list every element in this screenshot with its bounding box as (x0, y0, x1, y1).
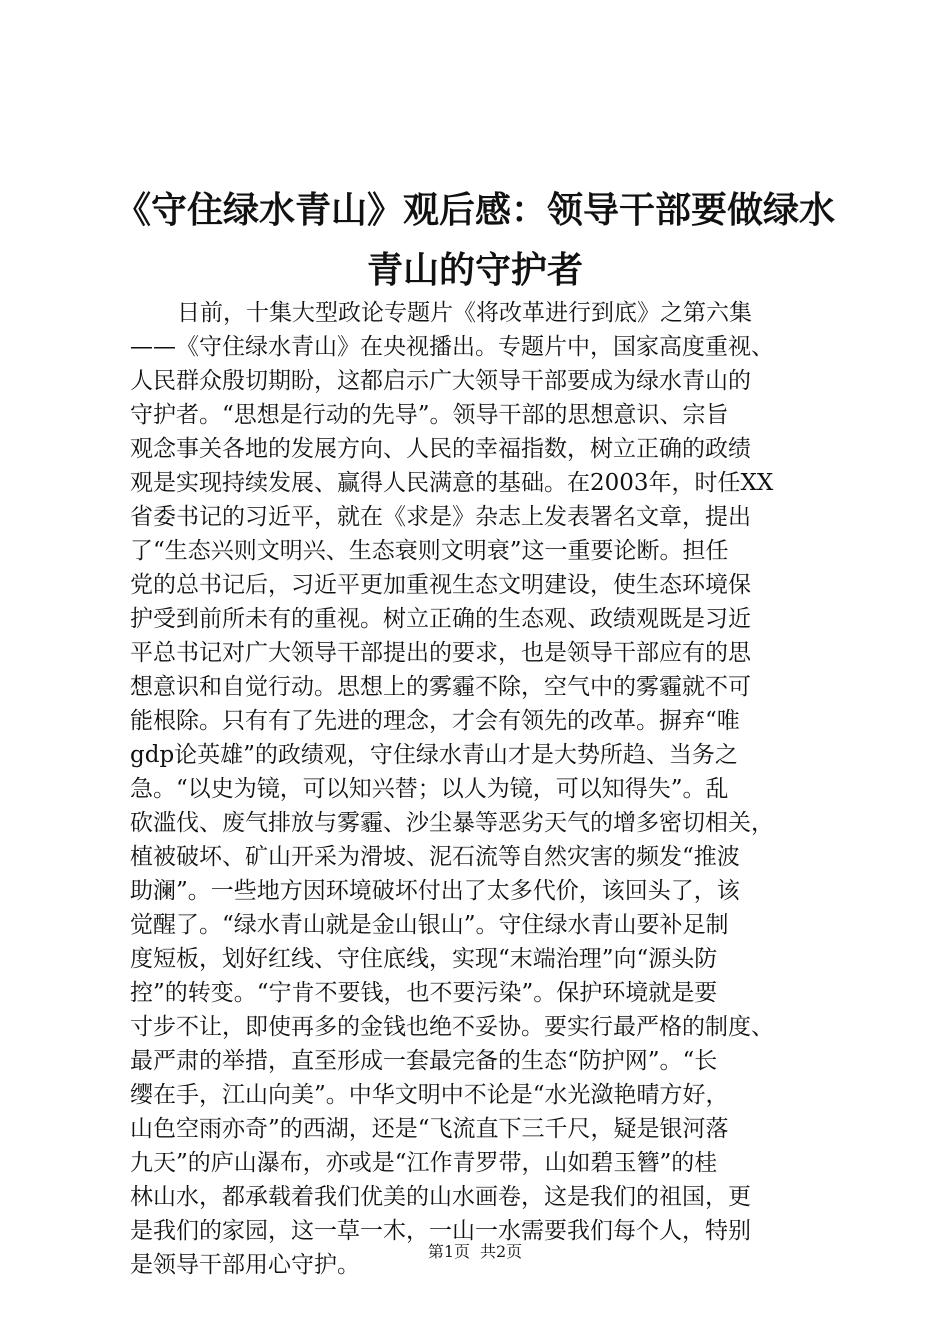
body-line: 日前，十集大型政论专题片《将改革进行到底》之第六集 (177, 300, 752, 326)
body-line: 省委书记的习近平，就在《求是》杂志上发表署名文章，提出 (130, 504, 751, 530)
body-line: 助澜”。一些地方因环境破坏付出了太多代价，该回头了，该 (130, 878, 740, 904)
body-line: 平总书记对广大领导干部提出的要求，也是领导干部应有的思 (130, 640, 751, 666)
body-line: 守护者。“思想是行动的先导”。领导干部的思想意识、宗旨 (130, 402, 729, 428)
body-line: 控”的转变。“宁肯不要钱，也不要污染”。保护环境就是要 (130, 980, 718, 1006)
page-footer (0, 1240, 950, 1264)
body-line: 九天”的庐山瀑布，亦或是“江作青罗带，山如碧玉簪”的桂 (130, 1150, 718, 1176)
body-line: ——《守住绿水青山》在央视播出。专题片中，国家高度重视、 (130, 334, 774, 360)
body-line: 度短板，划好红线、守住底线，实现“末端治理”向“源头防 (130, 946, 718, 972)
body-line: 了“生态兴则文明兴、生态衰则文明衰”这一重要论断。担任 (130, 538, 729, 564)
body-line: 观是实现持续发展、赢得人民满意的基础。在2003年，时任XX (130, 470, 774, 496)
document-body (130, 296, 835, 1282)
body-line: 砍滥伐、废气排放与雾霾、沙尘暴等恶劣天气的增多密切相关， (130, 810, 774, 836)
body-line: 党的总书记后，习近平更加重视生态文明建设，使生态环境保 (130, 572, 751, 598)
body-line: 林山水，都承载着我们优美的山水画卷，这是我们的祖国，更 (130, 1184, 751, 1210)
document-title-line-1: 《守住绿水青山》观后感：领导干部要做绿水 (114, 189, 835, 231)
body-line: 观念事关各地的发展方向、人民的幸福指数，树立正确的政绩 (130, 436, 751, 462)
body-line: 山色空雨亦奇”的西湖，还是“飞流直下三千尺，疑是银河落 (130, 1116, 729, 1142)
body-line: 寸步不让，即使再多的金钱也绝不妥协。要实行最严格的制度、 (130, 1014, 774, 1040)
page-number: 第1页 (427, 1242, 470, 1261)
page-total: 共2页 (480, 1242, 523, 1261)
body-line: 缨在手，江山向美”。中华文明中不论是“水光潋艳晴方好， (130, 1082, 729, 1108)
body-line: 最严肃的举措，直至形成一套最完备的生态“防护网”。“长 (130, 1048, 718, 1074)
document-title-line-2: 青山的守护者 (366, 249, 583, 291)
body-line: 人民群众殷切期盼，这都启示广大领导干部要成为绿水青山的 (130, 368, 751, 394)
body-line: gdp论英雄”的政绩观，守住绿水青山才是大势所趋、当务之 (130, 742, 738, 768)
body-line: 急。“以史为镜，可以知兴替；以人为镜，可以知得失”。乱 (130, 776, 729, 802)
body-line: 能根除。只有有了先进的理念，才会有领先的改革。摒弃“唯 (130, 708, 740, 734)
body-line: 护受到前所未有的重视。树立正确的生态观、政绩观既是习近 (130, 606, 751, 632)
body-line: 植被破坏、矿山开采为滑坡、泥石流等自然灾害的频发“推波 (130, 844, 740, 870)
body-line: 是我们的家园，这一草一木，一山一水需要我们每个人，特别 (130, 1218, 751, 1244)
body-line: 是领导干部用心守护。 (130, 1252, 360, 1278)
body-line: 觉醒了。“绿水青山就是金山银山”。守住绿水青山要补足制 (130, 912, 729, 938)
body-line: 想意识和自觉行动。思想上的雾霾不除，空气中的雾霾就不可 (130, 674, 751, 700)
